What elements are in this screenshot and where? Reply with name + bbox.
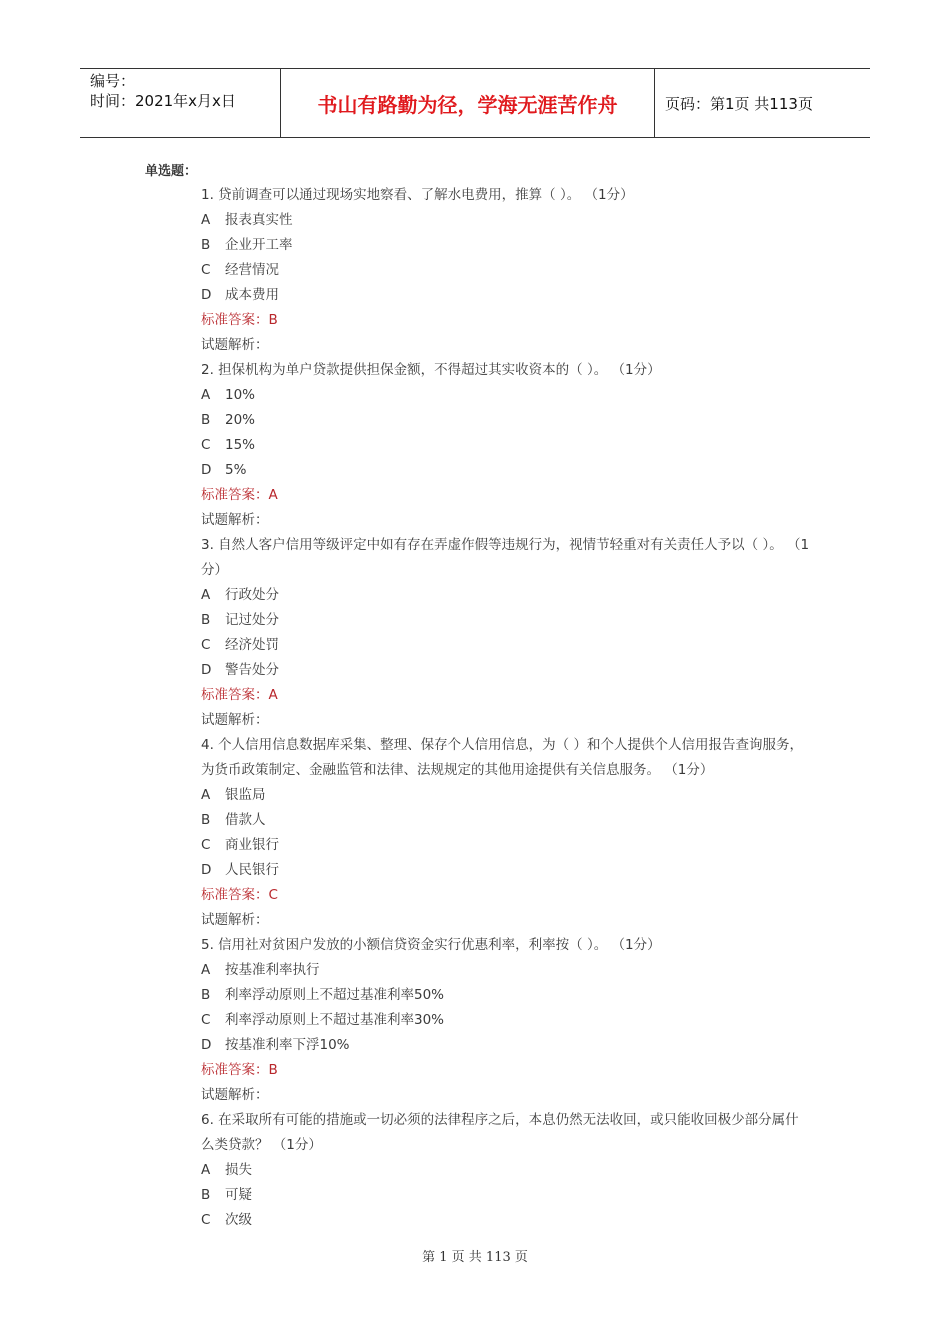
option-b [201, 808, 811, 833]
option-letter: B [201, 1187, 211, 1203]
page-footer: 第 1 页 共 113 页 [422, 1250, 528, 1265]
option-letter: D [201, 287, 212, 303]
option-text: 次级 [225, 1212, 252, 1228]
header-page-info: 页码：第1页 共113页 [665, 94, 813, 113]
analysis-label: 试题解析： [201, 912, 269, 928]
question-block [201, 1108, 811, 1233]
analysis-label: 试题解析： [201, 512, 269, 528]
question-block [201, 933, 811, 1108]
question-text: 6. 在采取所有可能的措施或一切必须的法律程序之后，本息仍然无法收回，或只能收回极少部分属什么类贷款？ （1分） [201, 1112, 799, 1153]
option-text: 记过处分 [225, 612, 279, 628]
option-text: 商业银行 [225, 837, 279, 853]
option-letter: D [201, 662, 212, 678]
option-letter: A [201, 962, 211, 978]
analysis-label: 试题解析： [201, 337, 269, 353]
question-text: 1. 贷前调查可以通过现场实地察看、了解水电费用，推算（ ）。 （1分） [201, 187, 634, 203]
option-a [201, 208, 811, 233]
analysis-label: 试题解析： [201, 1087, 269, 1103]
question-text: 5. 信用社对贫困户发放的小额信贷资金实行优惠利率，利率按（ ）。 （1分） [201, 937, 661, 953]
question-list [201, 183, 811, 1233]
standard-answer: 标准答案：C [201, 887, 278, 903]
option-c [201, 258, 811, 283]
option-letter: C [201, 1212, 211, 1228]
page-header [80, 68, 870, 138]
question-block [201, 358, 811, 533]
standard-answer: 标准答案：B [201, 312, 278, 328]
option-text: 行政处分 [225, 587, 279, 603]
option-c [201, 433, 811, 458]
option-text: 银监局 [225, 787, 266, 803]
option-text: 借款人 [225, 812, 266, 828]
question-text: 2. 担保机构为单户贷款提供担保金额，不得超过其实收资本的（ ）。 （1分） [201, 362, 661, 378]
standard-answer: 标准答案：A [201, 487, 278, 503]
option-letter: C [201, 262, 211, 278]
option-d [201, 858, 811, 883]
option-text: 损失 [225, 1162, 252, 1178]
option-letter: B [201, 612, 211, 628]
question-block [201, 533, 811, 733]
number-label: 编号： [90, 72, 136, 90]
time-label: 时间：2021年x月x日 [90, 92, 236, 110]
option-text: 10% [225, 387, 256, 403]
option-d [201, 458, 811, 483]
header-meta [80, 69, 281, 137]
option-d [201, 1033, 811, 1058]
standard-answer: 标准答案：A [201, 687, 278, 703]
option-b [201, 983, 811, 1008]
option-letter: D [201, 1037, 212, 1053]
header-motto: 书山有路勤为径，学海无涯苦作舟 [281, 69, 655, 137]
option-b [201, 1183, 811, 1208]
option-letter: A [201, 587, 211, 603]
question-block [201, 183, 811, 358]
option-letter: C [201, 1012, 211, 1028]
option-text: 20% [225, 412, 256, 428]
option-a [201, 783, 811, 808]
option-letter: C [201, 837, 211, 853]
option-text: 利率浮动原则上不超过基准利率50% [225, 987, 445, 1003]
option-a [201, 1158, 811, 1183]
option-letter: A [201, 1162, 211, 1178]
option-letter: C [201, 637, 211, 653]
option-c [201, 833, 811, 858]
option-c [201, 633, 811, 658]
option-a [201, 383, 811, 408]
option-c [201, 1208, 811, 1233]
option-text: 人民银行 [225, 862, 279, 878]
option-text: 按基准利率执行 [225, 962, 320, 978]
question-text: 4. 个人信用信息数据库采集、整理、保存个人信用信息，为（ ）和个人提供个人信用报告查询服务，为货币政策制定、金融监管和法律、法规规定的其他用途提供有关信息服务。 （1分） [201, 737, 803, 778]
option-text: 企业开工率 [225, 237, 293, 253]
option-text: 报表真实性 [225, 212, 293, 228]
option-letter: A [201, 387, 211, 403]
option-a [201, 583, 811, 608]
option-d [201, 283, 811, 308]
option-text: 经营情况 [225, 262, 279, 278]
option-text: 利率浮动原则上不超过基准利率30% [225, 1012, 445, 1028]
option-text: 警告处分 [225, 662, 279, 678]
section-title: 单选题： [145, 164, 198, 179]
option-letter: C [201, 437, 211, 453]
option-letter: B [201, 237, 211, 253]
option-text: 经济处罚 [225, 637, 279, 653]
option-text: 按基准利率下浮10% [225, 1037, 350, 1053]
option-a [201, 958, 811, 983]
option-letter: A [201, 787, 211, 803]
option-text: 成本费用 [225, 287, 279, 303]
option-d [201, 658, 811, 683]
standard-answer: 标准答案：B [201, 1062, 278, 1078]
option-letter: D [201, 862, 212, 878]
option-b [201, 608, 811, 633]
analysis-label: 试题解析： [201, 712, 269, 728]
option-b [201, 233, 811, 258]
option-b [201, 408, 811, 433]
option-letter: B [201, 987, 211, 1003]
question-block [201, 733, 811, 933]
option-text: 15% [225, 437, 256, 453]
option-letter: A [201, 212, 211, 228]
option-c [201, 1008, 811, 1033]
option-text: 5% [225, 462, 247, 478]
option-letter: B [201, 412, 211, 428]
option-letter: B [201, 812, 211, 828]
option-text: 可疑 [225, 1187, 252, 1203]
question-text: 3. 自然人客户信用等级评定中如有存在弄虚作假等违规行为，视情节轻重对有关责任人予以（ ）。 （1分） [201, 537, 810, 578]
option-letter: D [201, 462, 212, 478]
